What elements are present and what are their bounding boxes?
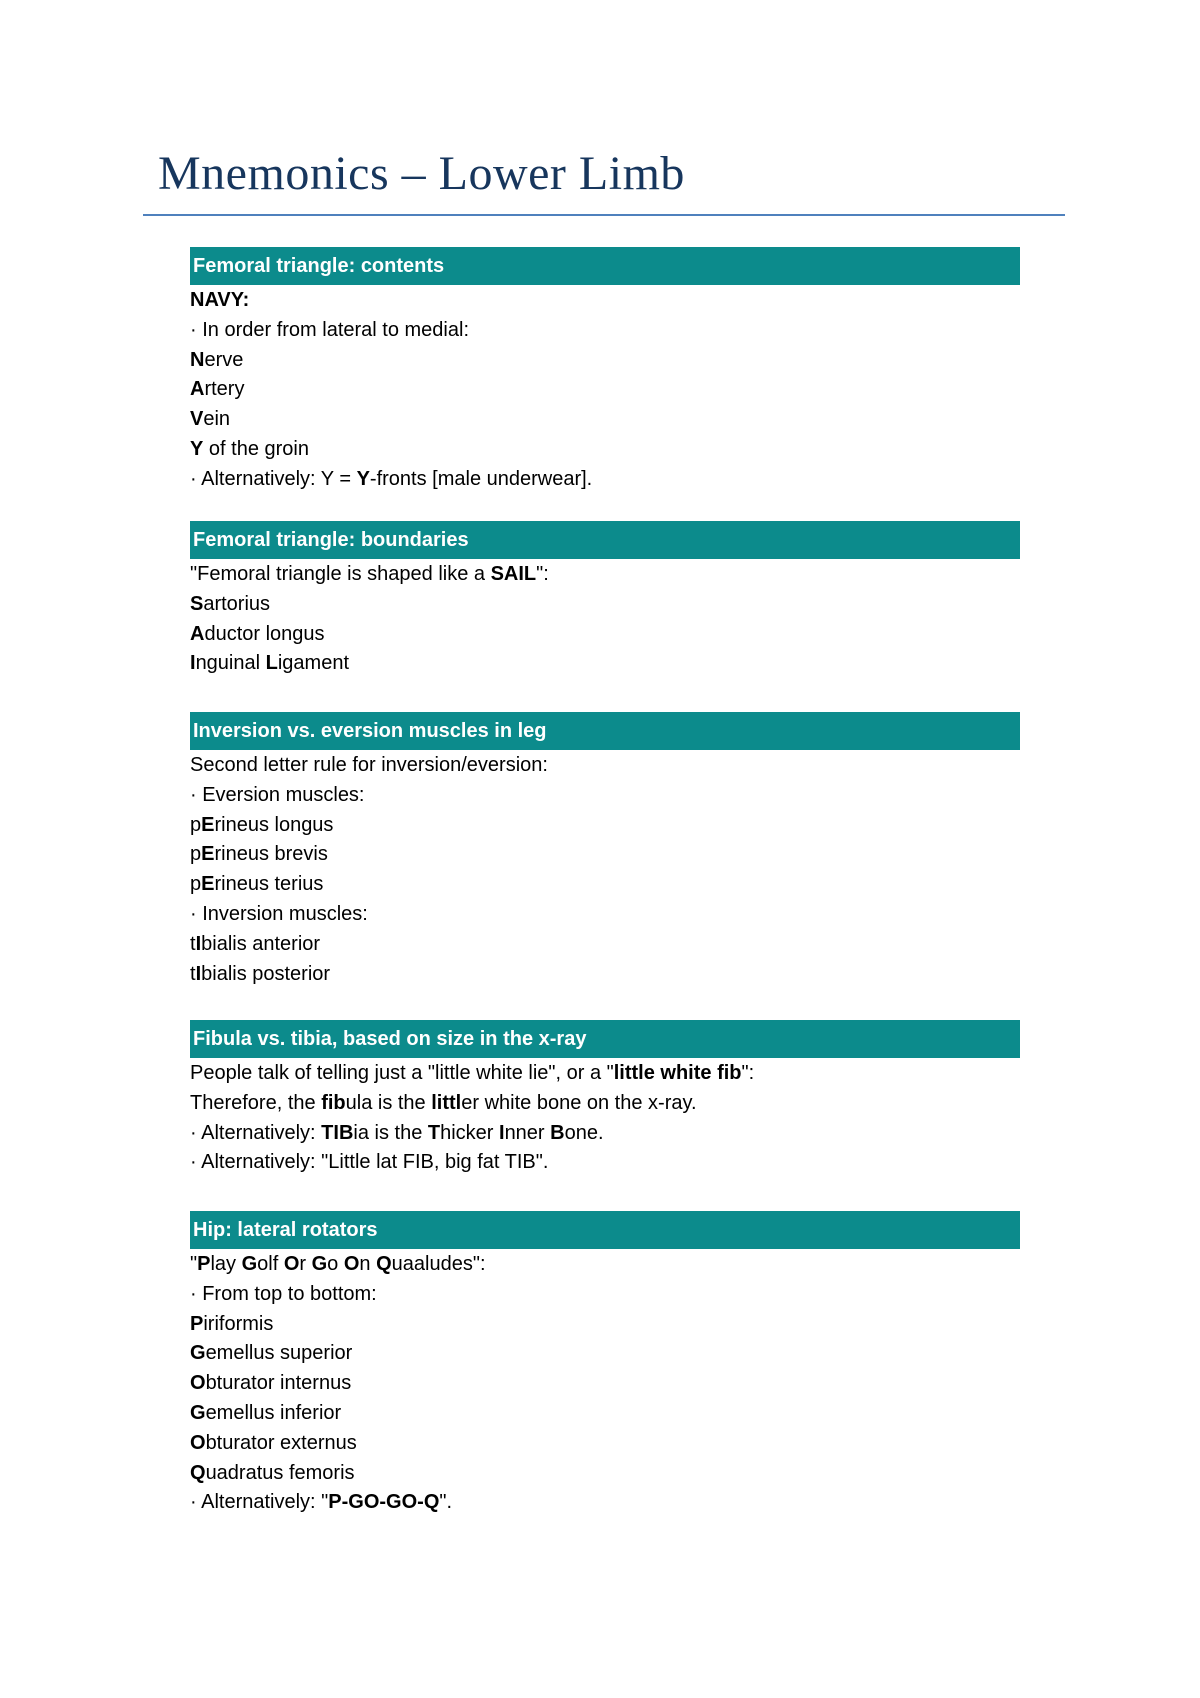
section-femoral-boundaries [190, 521, 1020, 679]
text-run: · Alternatively: " [190, 1491, 329, 1514]
text-line [190, 620, 1020, 650]
bold-text: E [201, 873, 215, 896]
bold-text: B [550, 1121, 565, 1144]
bold-text: G [241, 1253, 258, 1275]
text-run: rineus brevis [214, 843, 328, 866]
text-run: · Eversion muscles: [190, 783, 365, 806]
bold-text: I [195, 932, 202, 955]
text-run: Therefore, the [190, 1091, 322, 1114]
text-run: o [327, 1253, 344, 1275]
text-run: p [190, 873, 202, 896]
text-line [190, 930, 1020, 960]
bold-text: I [190, 652, 196, 675]
text-run: p [190, 843, 202, 866]
text-run: rineus terius [214, 873, 324, 896]
bold-text: A [190, 378, 205, 401]
text-run: bturator externus [205, 1431, 357, 1454]
text-line [190, 1089, 1020, 1119]
text-run: n [359, 1253, 377, 1275]
text-run: ductor longus [204, 622, 325, 645]
bold-text: little white fib [613, 1062, 742, 1084]
text-run: r [299, 1253, 312, 1275]
text-run: t [190, 962, 196, 985]
bold-text: littl [431, 1091, 462, 1114]
text-run: hicker [440, 1121, 499, 1144]
text-line [190, 870, 1020, 900]
text-run: bturator internus [205, 1372, 352, 1395]
bold-text: L [265, 652, 278, 675]
section-fibula-tibia [190, 1020, 1020, 1178]
bold-text: O [283, 1253, 300, 1275]
text-run: lay [210, 1253, 242, 1275]
text-run: artorius [203, 592, 271, 615]
text-line [190, 1339, 1020, 1369]
bold-text: SAIL [490, 563, 537, 585]
text-line [190, 900, 1020, 930]
text-line [190, 590, 1020, 620]
bold-text: NAVY: [190, 289, 250, 311]
section-hip-lateral-rotators [190, 1211, 1020, 1518]
section-body [190, 560, 1020, 679]
bold-text: G [311, 1253, 328, 1275]
text-run: iriformis [203, 1312, 274, 1335]
text-run: " [190, 1253, 198, 1275]
text-line [190, 1310, 1020, 1340]
text-line [190, 811, 1020, 841]
section-body [190, 1250, 1020, 1518]
text-line [190, 1119, 1020, 1149]
text-line [190, 1429, 1020, 1459]
section-body [190, 1059, 1020, 1178]
bold-text: I [499, 1121, 505, 1144]
text-run: p [190, 813, 202, 836]
bold-text: G [190, 1401, 206, 1424]
text-line [190, 1488, 1020, 1518]
text-run: People talk of telling just a "little white lie", or a " [190, 1062, 614, 1084]
text-line [190, 1250, 1020, 1280]
text-run: one. [564, 1121, 604, 1144]
text-line [190, 286, 1020, 316]
text-run: bialis anterior [201, 932, 321, 955]
bold-text: T [427, 1121, 441, 1144]
bold-text: Y [356, 467, 370, 490]
text-line [190, 1369, 1020, 1399]
text-line [190, 1148, 1020, 1178]
bold-text: G [190, 1342, 206, 1365]
bold-text: A [190, 622, 205, 645]
text-line [190, 1399, 1020, 1429]
bold-text: O [190, 1372, 206, 1395]
text-run: rineus longus [214, 813, 334, 836]
title-divider [143, 214, 1065, 216]
bold-text: V [190, 408, 204, 431]
text-line [190, 781, 1020, 811]
text-run: rtery [204, 378, 245, 401]
text-run: igament [277, 652, 349, 675]
bold-text: Y [190, 437, 204, 460]
bold-text: TIB [321, 1121, 354, 1144]
text-run: · Inversion muscles: [190, 902, 368, 925]
bold-text: fib [321, 1091, 346, 1114]
text-line [190, 1459, 1020, 1489]
text-line [190, 316, 1020, 346]
text-run: uaaludes": [391, 1253, 486, 1275]
text-run: ia is the [353, 1121, 428, 1144]
text-line [190, 465, 1020, 495]
section-inversion-eversion [190, 712, 1020, 989]
text-run: emellus superior [205, 1342, 353, 1365]
bold-text: O [190, 1431, 206, 1454]
text-run: bialis posterior [201, 962, 331, 985]
text-line [190, 649, 1020, 679]
section-header: Inversion vs. eversion muscles in leg [190, 712, 1020, 750]
text-run: ". [439, 1491, 453, 1514]
section-body [190, 286, 1020, 495]
text-run: · Alternatively: [190, 1121, 322, 1144]
text-run: emellus inferior [205, 1401, 342, 1424]
text-run: erve [204, 348, 244, 371]
section-header: Fibula vs. tibia, based on size in the x-ray [190, 1020, 1020, 1058]
text-line [190, 960, 1020, 990]
bold-text: Q [376, 1253, 392, 1275]
text-line [190, 840, 1020, 870]
text-run: ein [203, 408, 231, 431]
text-run: "Femoral triangle is shaped like a [190, 563, 491, 585]
bold-text: N [190, 348, 205, 371]
text-line [190, 1059, 1020, 1089]
text-run: ": [536, 563, 549, 585]
text-run: ula is the [345, 1091, 432, 1114]
text-line [190, 435, 1020, 465]
text-run: · In order from lateral to medial: [190, 318, 469, 341]
bold-text: E [201, 843, 215, 866]
text-run: of the groin [203, 437, 309, 460]
text-line [190, 1280, 1020, 1310]
text-run: · Alternatively: "Little lat FIB, big fat TIB". [190, 1151, 549, 1174]
text-line [190, 405, 1020, 435]
text-run: · From top to bottom: [190, 1282, 377, 1305]
text-line [190, 346, 1020, 376]
text-run: nner [504, 1121, 551, 1144]
text-run: -fronts [male underwear]. [369, 467, 593, 490]
text-run: uadratus femoris [205, 1461, 355, 1484]
section-body [190, 751, 1020, 989]
bold-text: O [343, 1253, 360, 1275]
section-femoral-contents [190, 247, 1020, 495]
bold-text: P-GO-GO-Q [328, 1491, 440, 1514]
bold-text: Q [190, 1461, 206, 1484]
bold-text: E [201, 813, 215, 836]
bold-text: P [197, 1253, 211, 1275]
text-run: Second letter rule for inversion/eversion: [190, 754, 548, 776]
section-header: Hip: lateral rotators [190, 1211, 1020, 1249]
text-run: nguinal [195, 652, 266, 675]
text-line [190, 751, 1020, 781]
text-line [190, 560, 1020, 590]
bold-text: S [190, 592, 204, 615]
page-title: Mnemonics – Lower Limb [158, 147, 685, 200]
text-run: er white bone on the x-ray. [461, 1091, 697, 1114]
bold-text: I [195, 962, 202, 985]
text-run: olf [257, 1253, 284, 1275]
text-run: t [190, 932, 196, 955]
section-header: Femoral triangle: contents [190, 247, 1020, 285]
text-run: · Alternatively: Y = [190, 467, 357, 490]
bold-text: P [190, 1312, 204, 1335]
section-header: Femoral triangle: boundaries [190, 521, 1020, 559]
text-line [190, 375, 1020, 405]
text-run: ": [741, 1062, 755, 1084]
